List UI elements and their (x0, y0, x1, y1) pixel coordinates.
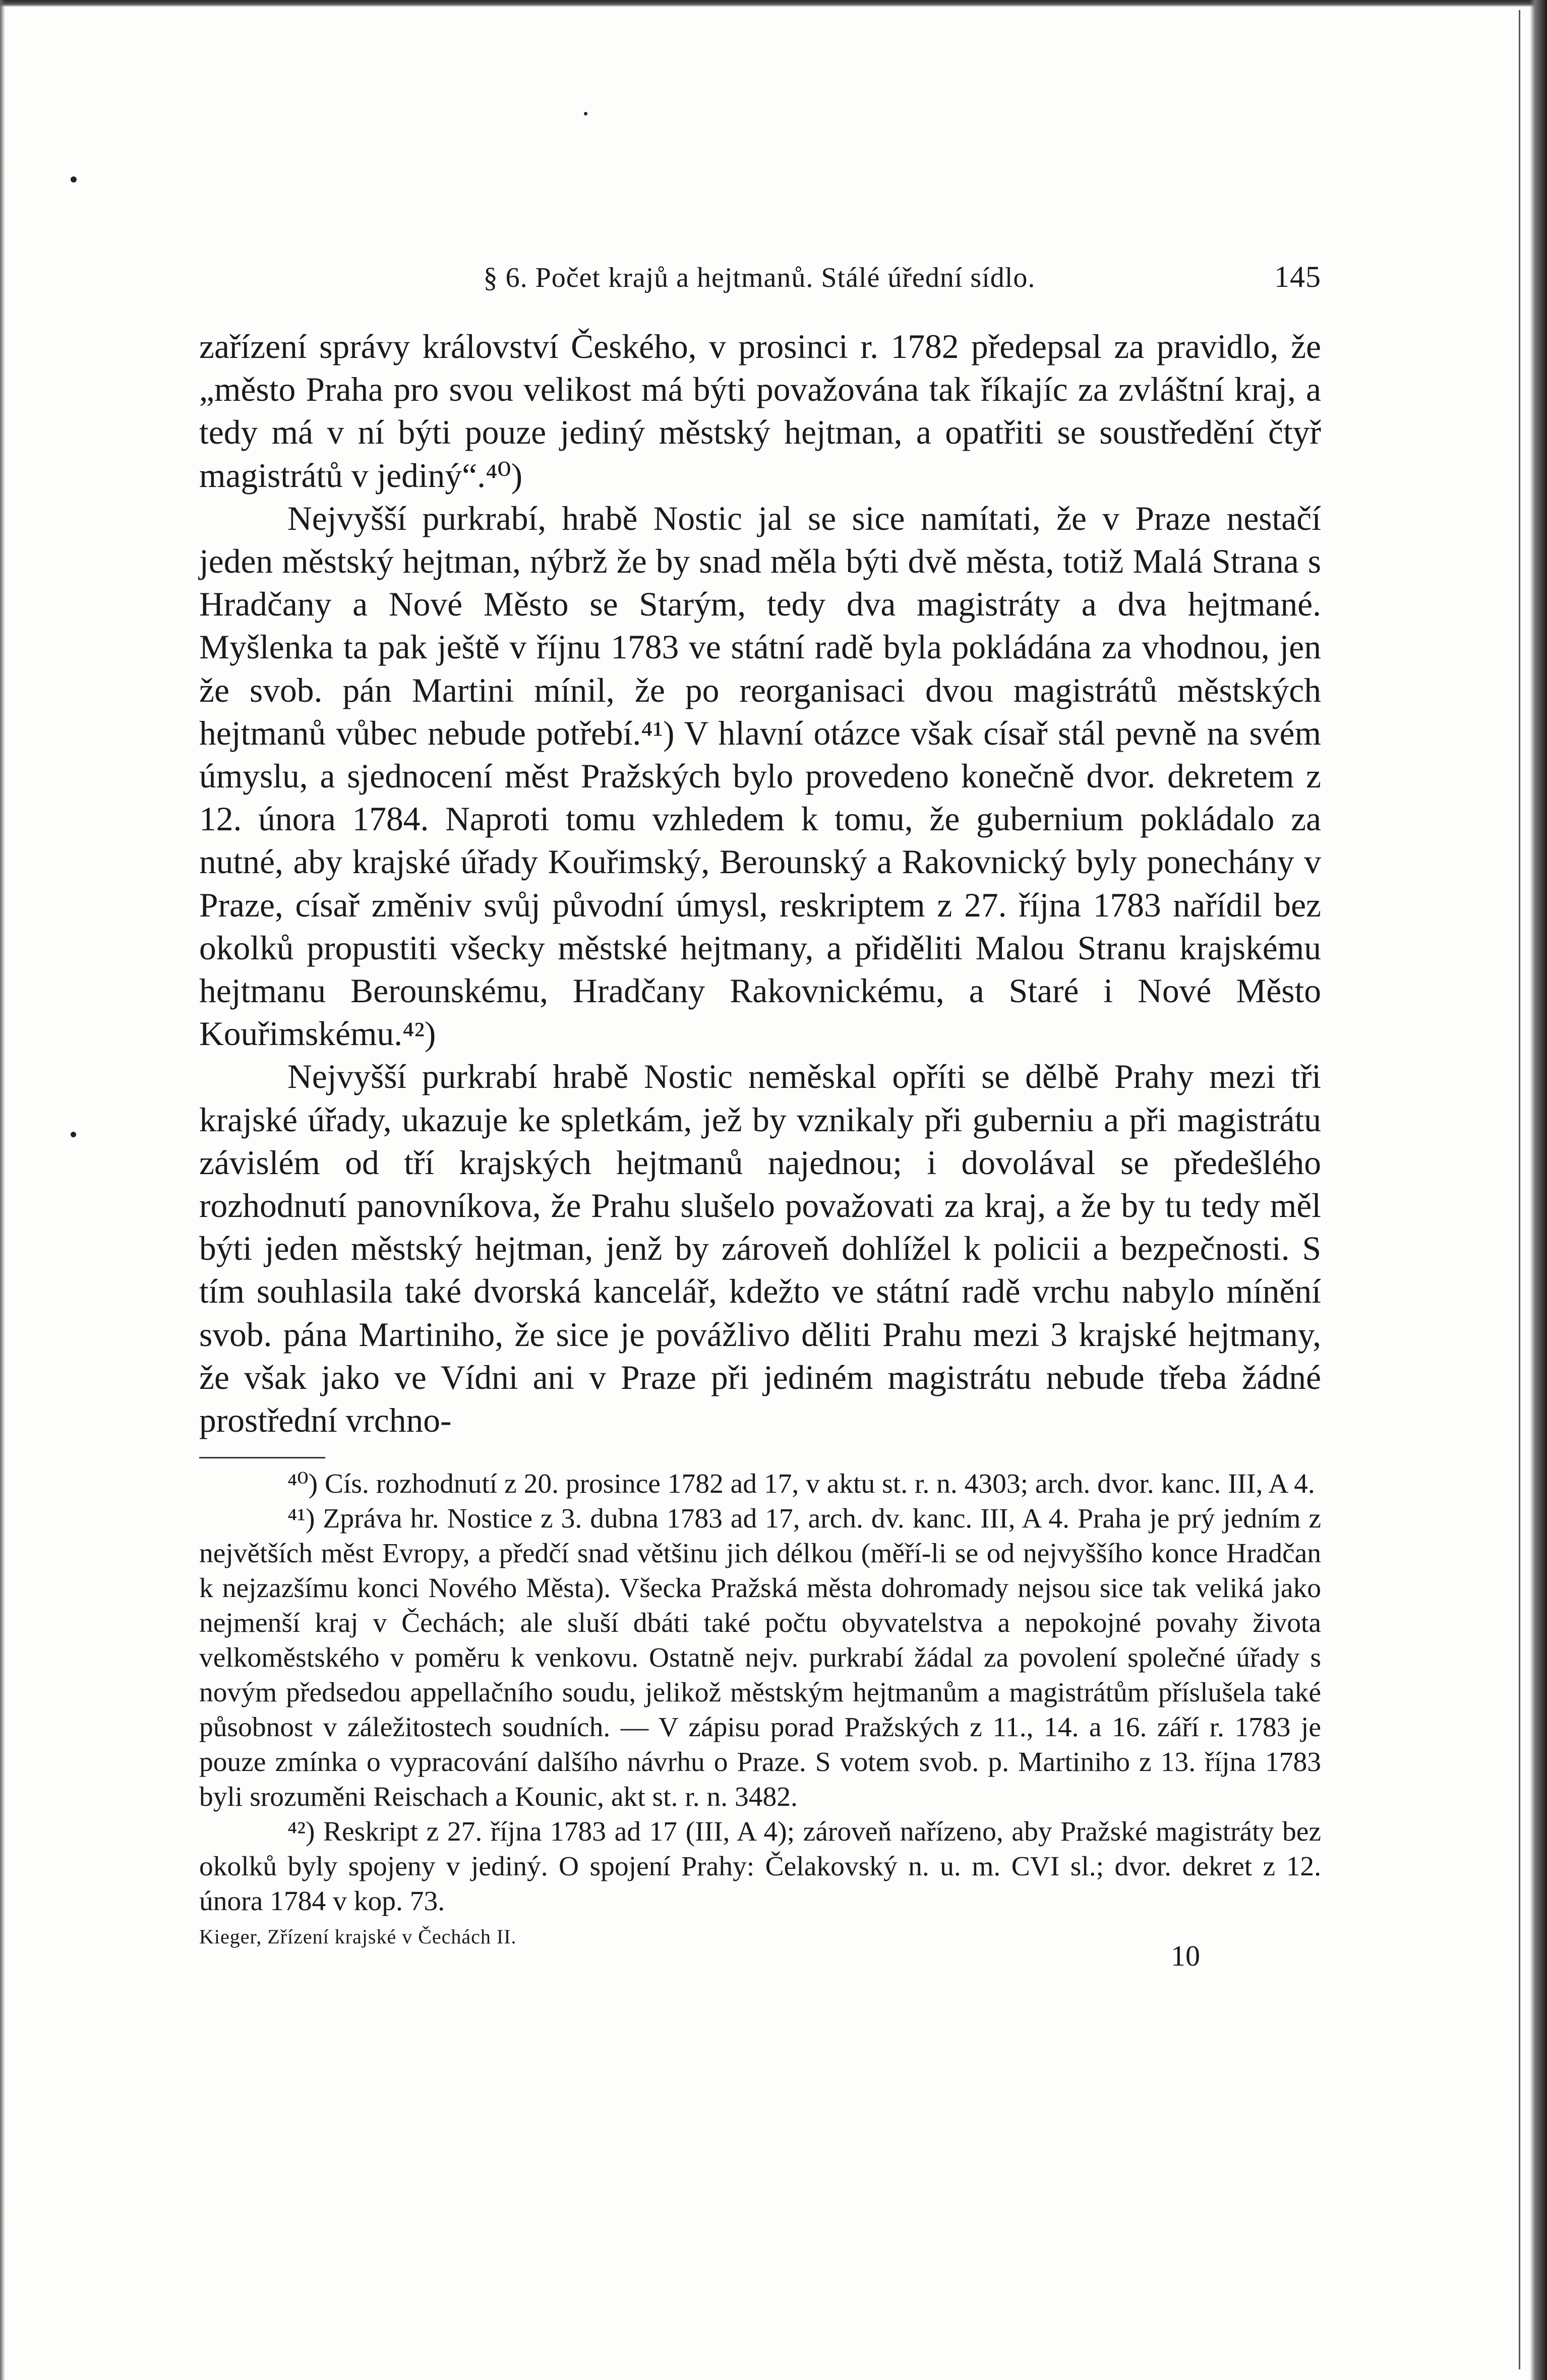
paragraph: zařízení správy království Českého, v prosinci r. 1782 předepsal za pravidlo, že „město Praha pro svou velikost má býti považována tak říkajíc za zvláštní kraj, a tedy má v ní býti pouze jediný městský hejtman, a opatřiti se soustředění čtyř magistrátů v jediný“.⁴⁰) (199, 328, 1321, 495)
page-number: 145 (1274, 260, 1321, 293)
footer-imprint: Kieger, Zřízení krajské v Čechách II. (199, 1925, 517, 1948)
footnote-41: ⁴¹) Zpráva hr. Nostice z 3. dubna 1783 ad 17, arch. dv. kanc. III, A 4. Praha je prý jedním z největších měst Evropy, a předčí snad většinu jich délkou (měří-li se od nejvyššího konce Hradčan k nejzazšímu konci Nového Města). Všecka Pražská města dohromady nejsou sice tak veliká jako nejmenší kraj v Čechách; ale sluší dbáti také počtu obyvatelstva a nepokojné povahy života velkoměstského v poměru k venkovu. Ostatně nejv. purkrabí žádal za povolení společné úřady s novým předsedou appellačního soudu, jelikož městským hejtmanům a magistrátům příslušela také působnost v záležitostech soudních. — V zápisu porad Pražských z 11., 14. a 16. září r. 1783 je pouze zmínka o vypracování dalšího návrhu o Praze. S votem svob. p. Martiniho z 13. října 1783 byli srozuměni Reischach a Kounic, akt st. r. n. 3482. (199, 1503, 1321, 1813)
running-head-title: § 6. Počet krajů a hejtmanů. Stálé úřední sídlo. (483, 262, 1036, 293)
scan-edge-line (1519, 10, 1520, 2369)
running-head (199, 260, 1321, 305)
page-content (199, 260, 1321, 1973)
page-footer (199, 1925, 1321, 1973)
footnote-42: ⁴²) Reskript z 27. října 1783 ad 17 (III, A 4); zároveň nařízeno, aby Pražské magistráty bez okolků byly spojeny v jediný. O spojení Prahy: Čelakovský n. u. m. CVI sl.; dvor. dekret z 12. února 1784 v kop. 73. (199, 1816, 1321, 1917)
dust-speck (71, 176, 77, 182)
signature-mark: 10 (1171, 1939, 1200, 1973)
dust-speck (71, 1132, 76, 1137)
footnote-divider (199, 1457, 325, 1458)
paragraph: Nejvyšší purkrabí, hrabě Nostic jal se sice namítati, že v Praze nestačí jeden městský hejtman, nýbrž že by snad měla býti dvě města, totiž Malá Strana s Hradčany a Nové Město se Starým, tedy dva magistráty a dva hejtmané. Myšlenka ta pak ještě v říjnu 1783 ve státní radě byla pokládána za vhodnou, jen že svob. pán Martini mínil, že po reorganisaci dvou magistrátů městských hejtmanů vůbec nebude potřebí.⁴¹) V hlavní otázce však císař stál pevně na svém úmyslu, a sjednocení měst Pražských bylo provedeno konečně dvor. dekretem z 12. února 1784. Naproti tomu vzhledem k tomu, že gubernium pokládalo za nutné, aby krajské úřady Kouřimský, Berounský a Rakovnický byly ponechány v Praze, císař změniv svůj původní úmysl, reskriptem z 27. října 1783 nařídil bez okolků propustiti všecky městské hejtmany, a přiděliti Malou Stranu krajskému hejtmanu Berounskému, Hradčany Rakovnickému, a Staré i Nové Město Kouřimskému.⁴²) (199, 499, 1321, 1053)
scan-edge-right (1530, 0, 1547, 2380)
scan-edge-left (0, 0, 5, 2380)
paragraph: Nejvyšší purkrabí hrabě Nostic neměskal opříti se dělbě Prahy mezi tři krajské úřady, ukazuje ke spletkám, jež by vznikaly při guberniu a při magistrátu závislém od tří krajských hejtmanů najednou; i dovolával se předešlého rozhodnutí panovníkova, že Prahu slušelo považovati za kraj, a že by tu tedy měl býti jeden městský hejtman, jenž by zároveň dohlížel k policii a bezpečnosti. S tím souhlasila také dvorská kancelář, kdežto ve státní radě vrchu nabylo mínění svob. pána Martiniho, že sice je povážlivo děliti Prahu mezi 3 krajské hejtmany, že však jako ve Vídni ani v Praze při jediném magistrátu nebude třeba žádné prostřední vrchno- (199, 1058, 1321, 1440)
dust-speck (584, 112, 587, 115)
footnote-40: ⁴⁰) Cís. rozhodnutí z 20. prosince 1782 ad 17, v aktu st. r. n. 4303; arch. dvor. kanc. III, A 4. (287, 1469, 1315, 1500)
scan-edge-top (0, 0, 1547, 7)
footnotes (199, 1467, 1321, 1919)
body-text (199, 325, 1321, 1442)
